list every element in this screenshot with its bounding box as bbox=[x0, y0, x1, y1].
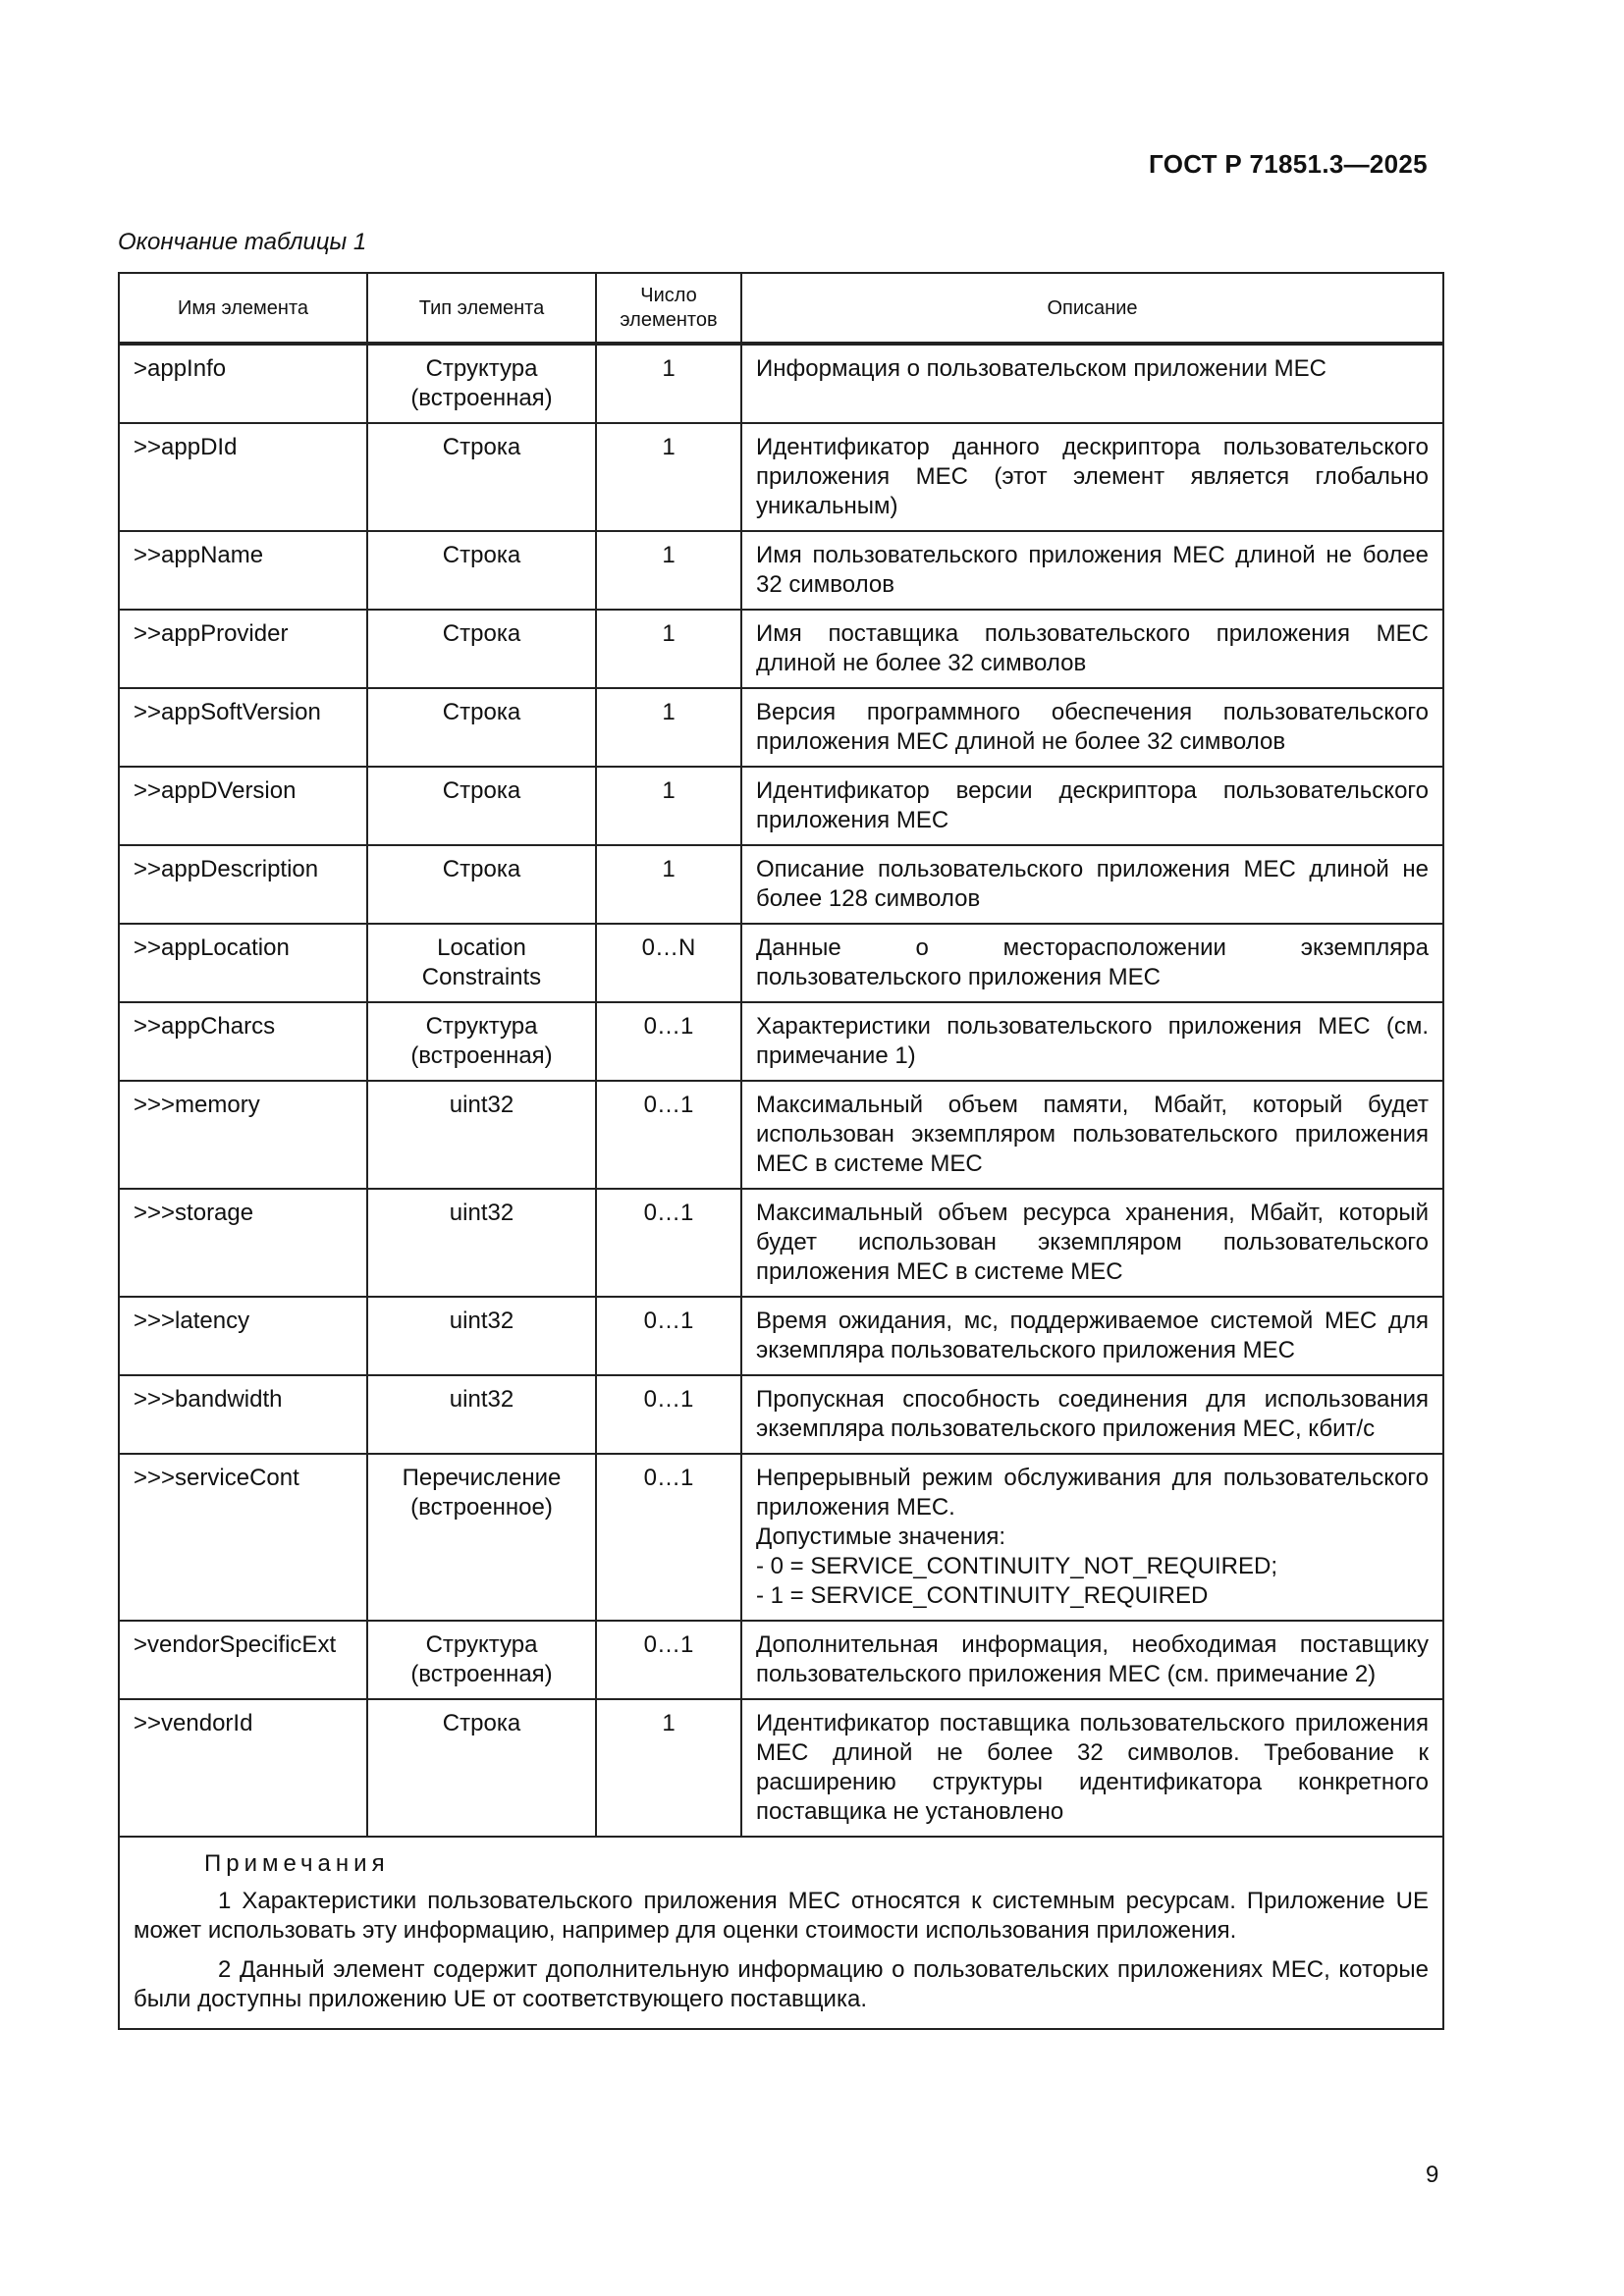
table-row bbox=[119, 1002, 1443, 1081]
element-type-cell bbox=[367, 1375, 596, 1454]
description-line: Время ожидания, мс, поддерживаемое системой МЕС для экземпляра пользовательского приложения МЕС bbox=[756, 1308, 1429, 1363]
element-description-cell bbox=[741, 1297, 1443, 1375]
document-id: ГОСТ Р 71851.3—2025 bbox=[1149, 149, 1428, 179]
element-type-line: Структура bbox=[425, 355, 538, 382]
element-name-cell: >vendorSpecificExt bbox=[119, 1621, 367, 1699]
header-element-count bbox=[596, 273, 741, 344]
description-line: Данные о месторасположении экземпляра пользовательского приложения МЕС bbox=[756, 934, 1429, 990]
element-name-cell: >>appCharcs bbox=[119, 1002, 367, 1081]
header-count-line1: Число bbox=[640, 285, 697, 306]
element-description-cell bbox=[741, 610, 1443, 688]
element-description-cell bbox=[741, 1002, 1443, 1081]
element-count-cell: 1 bbox=[596, 344, 741, 423]
page-number: 9 bbox=[1426, 2162, 1439, 2188]
description-line: Максимальный объем памяти, Мбайт, который будет использован экземпляром пользовательского приложения МЕС в системе МЕС bbox=[756, 1092, 1429, 1177]
element-type-cell bbox=[367, 767, 596, 845]
element-count-cell: 1 bbox=[596, 1699, 741, 1837]
element-type-line: Строка bbox=[442, 856, 521, 882]
element-type-line: Строка bbox=[442, 434, 521, 460]
table-row bbox=[119, 1081, 1443, 1189]
element-type-line: (встроенная) bbox=[410, 385, 553, 411]
table-header-row bbox=[119, 273, 1443, 344]
table-row bbox=[119, 1375, 1443, 1454]
element-type-line: Строка bbox=[442, 699, 521, 725]
element-type-line: Структура bbox=[425, 1013, 538, 1040]
element-description-cell bbox=[741, 1454, 1443, 1621]
element-description-cell bbox=[741, 688, 1443, 767]
description-line: Допустимые значения: bbox=[756, 1523, 1006, 1550]
element-type-line: (встроенное) bbox=[410, 1494, 553, 1521]
element-count-cell: 1 bbox=[596, 767, 741, 845]
element-type-line: Строка bbox=[442, 542, 521, 568]
element-description-cell bbox=[741, 767, 1443, 845]
element-type-cell bbox=[367, 1081, 596, 1189]
table-row bbox=[119, 344, 1443, 423]
table-row bbox=[119, 1454, 1443, 1621]
element-count-cell: 0…1 bbox=[596, 1081, 741, 1189]
table-row bbox=[119, 845, 1443, 924]
element-description-cell bbox=[741, 1189, 1443, 1297]
element-name-cell: >>>memory bbox=[119, 1081, 367, 1189]
element-name-cell: >appInfo bbox=[119, 344, 367, 423]
element-description-cell bbox=[741, 924, 1443, 1002]
element-description-cell bbox=[741, 531, 1443, 610]
element-name-cell: >>appProvider bbox=[119, 610, 367, 688]
element-description-cell bbox=[741, 1621, 1443, 1699]
description-line: Пропускная способность соединения для использования экземпляра пользовательского приложения МЕС, кбит/с bbox=[756, 1386, 1429, 1442]
element-type-line: uint32 bbox=[449, 1092, 514, 1118]
note-2: 2 Данный элемент содержит дополнительную информацию о пользовательских приложениях МЕС, которые были доступны приложению UE от соответствующего поставщика. bbox=[134, 1956, 1429, 2012]
header-count-line2: элементов bbox=[620, 309, 718, 331]
table-row bbox=[119, 531, 1443, 610]
description-line: Информация о пользовательском приложении МЕС bbox=[756, 355, 1326, 382]
element-count-cell: 0…1 bbox=[596, 1454, 741, 1621]
element-count-cell: 0…1 bbox=[596, 1002, 741, 1081]
table-row bbox=[119, 610, 1443, 688]
element-type-line: Location bbox=[437, 934, 526, 961]
element-type-cell bbox=[367, 1699, 596, 1837]
table-row bbox=[119, 1189, 1443, 1297]
element-count-cell: 0…1 bbox=[596, 1297, 741, 1375]
description-line: Максимальный объем ресурса хранения, Мбайт, который будет использован экземпляром пользовательского приложения МЕС в системе МЕС bbox=[756, 1200, 1429, 1285]
element-type-cell bbox=[367, 845, 596, 924]
element-type-cell bbox=[367, 1621, 596, 1699]
element-type-line: Структура bbox=[425, 1631, 538, 1658]
element-table bbox=[118, 272, 1444, 2030]
element-name-cell: >>appDescription bbox=[119, 845, 367, 924]
element-count-cell: 1 bbox=[596, 688, 741, 767]
description-line: Дополнительная информация, необходимая поставщику пользовательского приложения МЕС (см. примечание 2) bbox=[756, 1631, 1429, 1687]
table-row bbox=[119, 1621, 1443, 1699]
notes-row bbox=[119, 1837, 1443, 2029]
element-type-line: uint32 bbox=[449, 1200, 514, 1226]
note-1: 1 Характеристики пользовательского приложения МЕС относятся к системным ресурсам. Приложение UE может использовать эту информацию, например для оценки стоимости использования приложения. bbox=[134, 1888, 1429, 1944]
element-name-cell: >>>storage bbox=[119, 1189, 367, 1297]
description-line: Имя пользовательского приложения МЕС длиной не более 32 символов bbox=[756, 542, 1429, 598]
element-type-cell bbox=[367, 344, 596, 423]
element-count-cell: 0…1 bbox=[596, 1375, 741, 1454]
element-description-cell bbox=[741, 344, 1443, 423]
element-type-cell bbox=[367, 1297, 596, 1375]
element-type-cell bbox=[367, 610, 596, 688]
element-type-line: Строка bbox=[442, 1710, 521, 1736]
element-name-cell: >>appDVersion bbox=[119, 767, 367, 845]
description-line: Непрерывный режим обслуживания для пользовательского приложения МЕС. bbox=[756, 1465, 1429, 1521]
element-type-line: Строка bbox=[442, 620, 521, 647]
element-count-cell: 0…N bbox=[596, 924, 741, 1002]
element-name-cell: >>appDId bbox=[119, 423, 367, 531]
header-description: Описание bbox=[741, 273, 1443, 344]
table-caption: Окончание таблицы 1 bbox=[118, 229, 367, 255]
element-name-cell: >>>latency bbox=[119, 1297, 367, 1375]
description-line: Идентификатор поставщика пользовательского приложения МЕС длиной не более 32 символов. Требование к расширению структуры идентификатора конкретного поставщика не установлено bbox=[756, 1710, 1429, 1825]
description-line: Описание пользовательского приложения МЕС длиной не более 128 символов bbox=[756, 856, 1429, 912]
table-row bbox=[119, 1699, 1443, 1837]
element-count-cell: 0…1 bbox=[596, 1621, 741, 1699]
element-type-line: (встроенная) bbox=[410, 1661, 553, 1687]
element-count-cell: 0…1 bbox=[596, 1189, 741, 1297]
element-type-cell bbox=[367, 1189, 596, 1297]
header-element-name: Имя элемента bbox=[119, 273, 367, 344]
element-type-cell bbox=[367, 1454, 596, 1621]
element-type-line: uint32 bbox=[449, 1308, 514, 1334]
notes-title: Примечания bbox=[204, 1850, 390, 1877]
element-name-cell: >>>bandwidth bbox=[119, 1375, 367, 1454]
description-line: Версия программного обеспечения пользовательского приложения МЕС длиной не более 32 символов bbox=[756, 699, 1429, 755]
table-row bbox=[119, 1297, 1443, 1375]
element-type-line: uint32 bbox=[449, 1386, 514, 1413]
element-type-line: Constraints bbox=[421, 964, 542, 990]
element-count-cell: 1 bbox=[596, 845, 741, 924]
element-type-cell bbox=[367, 1002, 596, 1081]
element-type-line: Строка bbox=[442, 777, 521, 804]
element-count-cell: 1 bbox=[596, 531, 741, 610]
element-description-cell bbox=[741, 1081, 1443, 1189]
element-name-cell: >>appLocation bbox=[119, 924, 367, 1002]
element-name-cell: >>appSoftVersion bbox=[119, 688, 367, 767]
element-type-cell bbox=[367, 924, 596, 1002]
element-description-cell bbox=[741, 423, 1443, 531]
description-line: - 1 = SERVICE_CONTINUITY_REQUIRED bbox=[756, 1582, 1209, 1609]
element-description-cell bbox=[741, 1375, 1443, 1454]
element-description-cell bbox=[741, 845, 1443, 924]
description-line: Характеристики пользовательского приложения МЕС (см. примечание 1) bbox=[756, 1013, 1429, 1069]
table-row bbox=[119, 688, 1443, 767]
table-body bbox=[119, 344, 1443, 1837]
element-name-cell: >>>serviceCont bbox=[119, 1454, 367, 1621]
table-row bbox=[119, 423, 1443, 531]
header-element-type: Тип элемента bbox=[367, 273, 596, 344]
description-line: Идентификатор данного дескриптора пользовательского приложения МЕС (этот элемент является глобально уникальным) bbox=[756, 434, 1429, 519]
element-count-cell: 1 bbox=[596, 610, 741, 688]
element-count-cell: 1 bbox=[596, 423, 741, 531]
table-row bbox=[119, 924, 1443, 1002]
description-line: - 0 = SERVICE_CONTINUITY_NOT_REQUIRED; bbox=[756, 1553, 1277, 1579]
element-description-cell bbox=[741, 1699, 1443, 1837]
element-name-cell: >>vendorId bbox=[119, 1699, 367, 1837]
element-type-line: (встроенная) bbox=[410, 1042, 553, 1069]
element-type-cell bbox=[367, 531, 596, 610]
element-type-line: Перечисление bbox=[402, 1465, 562, 1491]
description-line: Идентификатор версии дескриптора пользовательского приложения МЕС bbox=[756, 777, 1429, 833]
element-type-cell bbox=[367, 423, 596, 531]
element-type-cell bbox=[367, 688, 596, 767]
description-line: Имя поставщика пользовательского приложения МЕС длиной не более 32 символов bbox=[756, 620, 1429, 676]
element-name-cell: >>appName bbox=[119, 531, 367, 610]
notes-cell bbox=[119, 1837, 1443, 2029]
table-row bbox=[119, 767, 1443, 845]
